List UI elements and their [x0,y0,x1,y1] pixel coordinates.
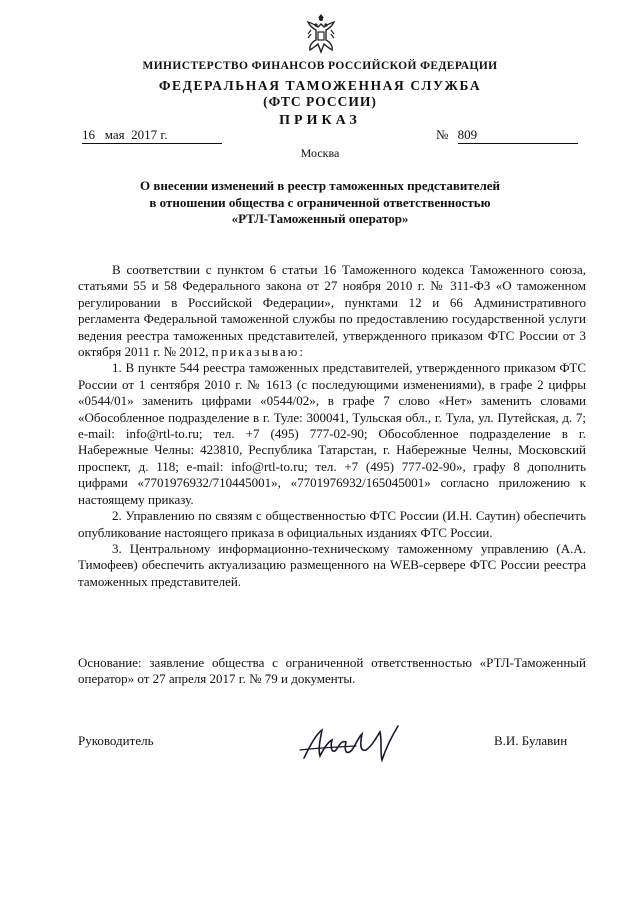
item-3: 3. Центральному информационно-техническому таможенному управлению (А.А. Тимофеев) обеспечить актуализацию размещенного на WEB-сервере ФТС России реестра таможенных представителей. [78,540,586,589]
city: Москва [300,146,340,160]
signatory-name: В.И. Булавин [494,733,568,748]
ministry-name: МИНИСТЕРСТВО ФИНАНСОВ РОССИЙСКОЙ ФЕДЕРАЦИИ [142,60,498,72]
service-name: ФЕДЕРАЛЬНАЯ ТАМОЖЕННАЯ СЛУЖБА [158,78,482,93]
item-1: 1. В пункте 544 реестра таможенных представителей, утвержденного приказом ФТС России от 1 сентября 2010 г. № 1613 (с последующими изменениями), в графе 2 цифры «0544/01» заменить цифрами «0544/02», в графе 7 слово «Нет» заменить словами «Обособленное подразделение в г. Туле: 300041, Тульская обл., г. Тула, ул. Путейская, д. 7; e-mail: info@rtl-to.ru; тел. +7 (495) 777-02-90; Обособленное подразделение в г. Набережные Челны: 423810, Республика Татарстан, г. Набережные Челны, Московский проспект, д. 118; e-mail: info@rtl-to.ru; тел. +7 (495) 777-02-90», графу 8 дополнить цифрами «7701976932/710445001», «7701976932/165045001» согласно приложению к настоящему приказу. [78,360,586,507]
service-short-name: (ФТС РОССИИ) [263,94,377,109]
order-title [80,178,560,228]
intro-paragraph [78,262,586,360]
order-date [82,127,222,144]
order-number [436,127,578,144]
number-label: № [436,127,449,142]
number-value: 809 [457,127,478,142]
title-line-1: О внесении изменений в реестр таможенных представителей [139,178,501,193]
coat-of-arms-icon [302,10,340,56]
date-month: мая [104,127,125,142]
order-body [78,262,586,590]
intro-text: В соответствии с пунктом 6 статьи 16 Таможенного кодекса Таможенного союза, статьями 55 и 58 Федерального закона от 27 ноября 2010 г. № 311-ФЗ «О таможенном регулировании в Российской Федерации», пунктами 12 и 66 Административного регламента Федеральной таможенной службы по предоставлению государственной услуги ведения реестра таможенных представителей, утвержденного приказом ФТС России от 3 октября 2011 г. № 2012, [78,262,586,360]
basis-paragraph: Основание: заявление общества с ограниченной ответственностью «РТЛ-Таможенный оператор» от 27 апреля 2017 г. № 79 и документы. [78,655,586,687]
signatory-role: Руководитель [78,733,154,748]
title-line-3: «РТЛ-Таможенный оператор» [231,211,409,226]
handwritten-signature-icon [296,720,406,766]
title-line-2: в отношении общества с ограниченной ответственностью [149,194,491,210]
document-type: ПРИКАЗ [279,113,361,128]
date-day: 16 [82,127,95,142]
order-word: приказываю: [211,344,305,360]
item-2: 2. Управлению по связям с общественностью ФТС России (И.Н. Саутин) обеспечить опубликование настоящего приказа в официальных изданиях ФТС России. [78,508,586,540]
date-year: 2017 г. [131,127,168,142]
